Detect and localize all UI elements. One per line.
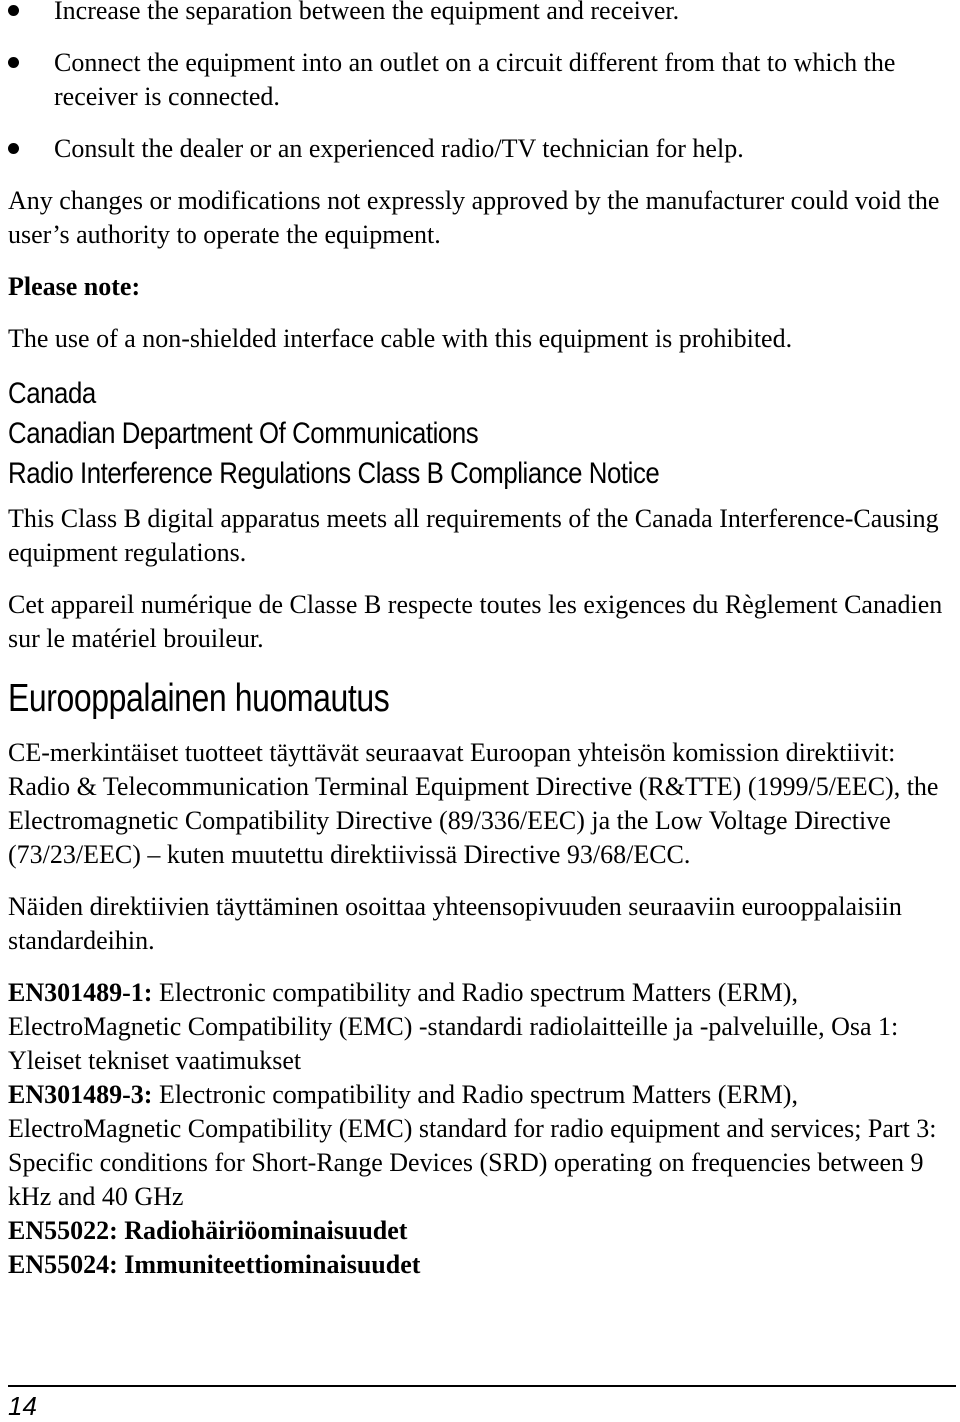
standard-code: EN301489-1: [8, 978, 153, 1007]
standard-description: Electronic compatibility and Radio spectrum Matters (ERM), ElectroMagnetic Compatibility (EMC) -standardi radiolaitteille ja -palveluille, Osa 1: Yleiset tekniset vaatimukset [8, 978, 899, 1075]
europe-standards-intro: Näiden direktiivien täyttäminen osoittaa yhteensopivuuden seuraaviin eurooppalaisiin standardeihin. [8, 892, 902, 955]
canada-heading: Canada [8, 377, 96, 410]
footer-divider [8, 1385, 956, 1387]
standard-item [8, 1248, 953, 1282]
canada-regulations-heading: Radio Interference Regulations Class B Compliance Notice [8, 457, 660, 490]
standard-item [8, 976, 953, 1078]
standard-item [8, 1214, 953, 1248]
canada-french-paragraph: Cet appareil numérique de Classe B respecte toutes les exigences du Règlement Canadien sur le matériel brouileur. [8, 590, 943, 653]
standards-list [8, 976, 953, 1282]
page-number: 14 [8, 1391, 37, 1421]
modifications-paragraph: Any changes or modifications not expressly approved by the manufacturer could void the user’s authority to operate the equipment. [8, 186, 940, 249]
bullet-icon [8, 143, 19, 154]
bullet-icon [8, 5, 19, 16]
bullet-text: Connect the equipment into an outlet on a circuit different from that to which the receiver is connected. [54, 48, 896, 111]
canada-english-paragraph: This Class B digital apparatus meets all requirements of the Canada Interference-Causing equipment regulations. [8, 504, 939, 567]
standard-description: Immuniteettiominaisuudet [117, 1250, 421, 1279]
document-page [8, 0, 953, 1282]
canada-heading-block [8, 374, 953, 494]
europe-directives-paragraph: CE-merkintäiset tuotteet täyttävät seuraavat Euroopan yhteisön komission direktiivit: Radio & Telecommunication Terminal Equipment Directive (R&TTE) (1999/5/EEC), the Electromagnetic Compatibility Directive (89/336/EEC) ja the Low Voltage Directive (73/23/EEC) – kuten muutettu direktiivissä Directive 93/68/ECC. [8, 738, 939, 869]
europe-heading: Eurooppalainen huomautus [8, 677, 390, 720]
note-paragraph: The use of a non-shielded interface cable with this equipment is prohibited. [8, 324, 793, 353]
remedy-bullet-list [8, 0, 953, 166]
standard-code: EN301489-3: [8, 1080, 153, 1109]
standard-description: Electronic compatibility and Radio spectrum Matters (ERM), ElectroMagnetic Compatibility (EMC) standard for radio equipment and services; Part 3: Specific conditions for Short-Range Devices (SRD) operating on frequencies between 9 kHz and 40 GHz [8, 1080, 937, 1211]
bullet-text: Increase the separation between the equipment and receiver. [54, 0, 680, 25]
list-item [8, 132, 953, 166]
bullet-icon [8, 57, 19, 68]
bullet-text: Consult the dealer or an experienced radio/TV technician for help. [54, 134, 744, 163]
canada-department-heading: Canadian Department Of Communications [8, 417, 479, 450]
standard-description: Radiohäiriöominaisuudet [117, 1216, 408, 1245]
standard-item [8, 1078, 953, 1214]
list-item [8, 0, 953, 28]
note-label: Please note: [8, 272, 141, 301]
standard-code: EN55024: [8, 1250, 118, 1279]
list-item [8, 46, 953, 114]
standard-code: EN55022: [8, 1216, 118, 1245]
